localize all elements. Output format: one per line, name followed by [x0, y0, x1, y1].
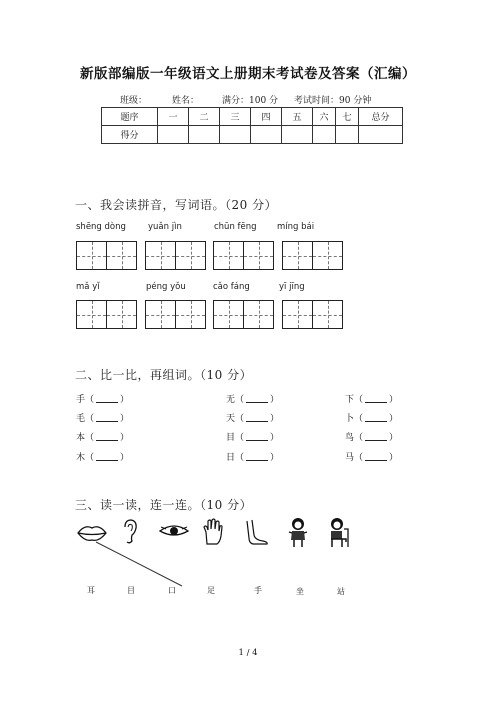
score-table-score-row — [102, 126, 403, 144]
answer-blank[interactable] — [365, 432, 387, 441]
section1-heading: 一、我会读拼音，写词语。（20 分） — [75, 198, 278, 212]
close-paren: ） — [120, 395, 130, 405]
pinyin-label: yī jīng — [279, 282, 305, 292]
answer-blank[interactable] — [365, 413, 387, 422]
pinyin-label: shēng dòng — [76, 222, 126, 232]
connecting-line — [90, 540, 186, 590]
answer-blank[interactable] — [246, 413, 268, 422]
writing-grid[interactable] — [145, 300, 206, 329]
pinyin-label: mǎ yǐ — [76, 282, 100, 292]
compare-char: 日（ — [226, 453, 245, 463]
writing-grid[interactable] — [76, 300, 137, 329]
close-paren: ） — [120, 414, 130, 424]
answer-blank[interactable] — [96, 452, 118, 461]
match-label: 手 — [254, 586, 262, 595]
compare-char: 无（ — [226, 395, 245, 405]
pinyin-label: chūn fēng — [214, 222, 257, 232]
compare-char: 毛（ — [76, 414, 95, 424]
answer-blank[interactable] — [246, 394, 268, 403]
compare-char: 下（ — [345, 395, 364, 405]
name-label: 姓名： — [172, 96, 200, 106]
compare-item — [76, 411, 129, 424]
close-paren: ） — [389, 414, 399, 424]
close-paren: ） — [270, 414, 280, 424]
standing-child-icon — [287, 517, 309, 549]
pinyin-label: cǎo fáng — [213, 282, 250, 292]
compare-item — [226, 430, 279, 443]
match-label: 足 — [207, 586, 215, 595]
page-title: 新版部编版一年级语文上册期末考试卷及答案（汇编） — [80, 66, 416, 82]
table-cell: 六 — [313, 108, 336, 126]
answer-blank[interactable] — [96, 432, 118, 441]
foot-icon — [243, 518, 269, 546]
score-input-cell[interactable] — [158, 126, 189, 144]
table-cell: 总分 — [359, 108, 403, 126]
writing-grid[interactable] — [282, 300, 343, 329]
compare-char: 手（ — [76, 395, 95, 405]
table-cell: 五 — [282, 108, 313, 126]
table-cell: 题序 — [102, 108, 158, 126]
compare-char: 马（ — [345, 453, 364, 463]
compare-char: 鸟（ — [345, 433, 364, 443]
answer-blank[interactable] — [365, 394, 387, 403]
page-number: 1 / 4 — [238, 648, 258, 658]
compare-item — [76, 430, 129, 443]
score-input-cell[interactable] — [359, 126, 403, 144]
writing-grid[interactable] — [282, 241, 343, 270]
score-input-cell[interactable] — [282, 126, 313, 144]
match-label: 坐 — [296, 587, 304, 596]
pinyin-label: péng yǒu — [146, 282, 186, 292]
score-input-cell[interactable] — [220, 126, 251, 144]
table-cell: 七 — [336, 108, 359, 126]
close-paren: ） — [270, 453, 280, 463]
answer-blank[interactable] — [246, 432, 268, 441]
compare-item — [226, 450, 279, 463]
score-table — [101, 107, 403, 144]
table-cell: 四 — [251, 108, 282, 126]
compare-item — [345, 411, 398, 424]
close-paren: ） — [389, 433, 399, 443]
close-paren: ） — [270, 395, 280, 405]
exam-time: 考试时间：90 分钟 — [294, 96, 372, 106]
writing-grid[interactable] — [213, 241, 274, 270]
match-label: 站 — [337, 587, 345, 596]
compare-item — [76, 450, 129, 463]
close-paren: ） — [389, 395, 399, 405]
class-label: 班级： — [120, 96, 148, 106]
section3-heading: 三、读一读，连一连。（10 分） — [75, 498, 253, 512]
compare-char: 卜（ — [345, 414, 364, 424]
writing-grid[interactable] — [145, 241, 206, 270]
match-label: 目 — [127, 586, 135, 595]
answer-blank[interactable] — [96, 413, 118, 422]
writing-grid[interactable] — [213, 300, 274, 329]
score-input-cell[interactable] — [313, 126, 336, 144]
table-cell: 三 — [220, 108, 251, 126]
sitting-child-icon — [326, 517, 350, 549]
score-input-cell[interactable] — [336, 126, 359, 144]
answer-blank[interactable] — [246, 452, 268, 461]
table-cell: 得分 — [102, 126, 158, 144]
compare-item — [76, 392, 129, 405]
pinyin-label: míng bái — [277, 222, 315, 232]
full-score: 满分：100 分 — [222, 96, 279, 106]
compare-char: 目（ — [226, 433, 245, 443]
match-label: 耳 — [87, 586, 95, 595]
compare-item — [226, 392, 279, 405]
hand-icon — [202, 518, 224, 546]
compare-char: 木（ — [76, 453, 95, 463]
table-cell: 一 — [158, 108, 189, 126]
table-cell: 二 — [189, 108, 220, 126]
score-input-cell[interactable] — [251, 126, 282, 144]
compare-item — [345, 430, 398, 443]
score-input-cell[interactable] — [189, 126, 220, 144]
eye-icon — [158, 524, 190, 538]
match-label: 口 — [168, 586, 176, 595]
answer-blank[interactable] — [96, 394, 118, 403]
compare-item — [345, 450, 398, 463]
writing-grid[interactable] — [76, 241, 137, 270]
compare-char: 天（ — [226, 414, 245, 424]
close-paren: ） — [270, 433, 280, 443]
compare-item — [345, 392, 398, 405]
score-table-header-row — [102, 108, 403, 126]
answer-blank[interactable] — [365, 452, 387, 461]
compare-char: 本（ — [76, 433, 95, 443]
compare-item — [226, 411, 279, 424]
pinyin-label: yuǎn jìn — [148, 222, 182, 232]
close-paren: ） — [389, 453, 399, 463]
close-paren: ） — [120, 453, 130, 463]
section2-heading: 二、比一比，再组词。（10 分） — [75, 368, 253, 382]
close-paren: ） — [120, 433, 130, 443]
